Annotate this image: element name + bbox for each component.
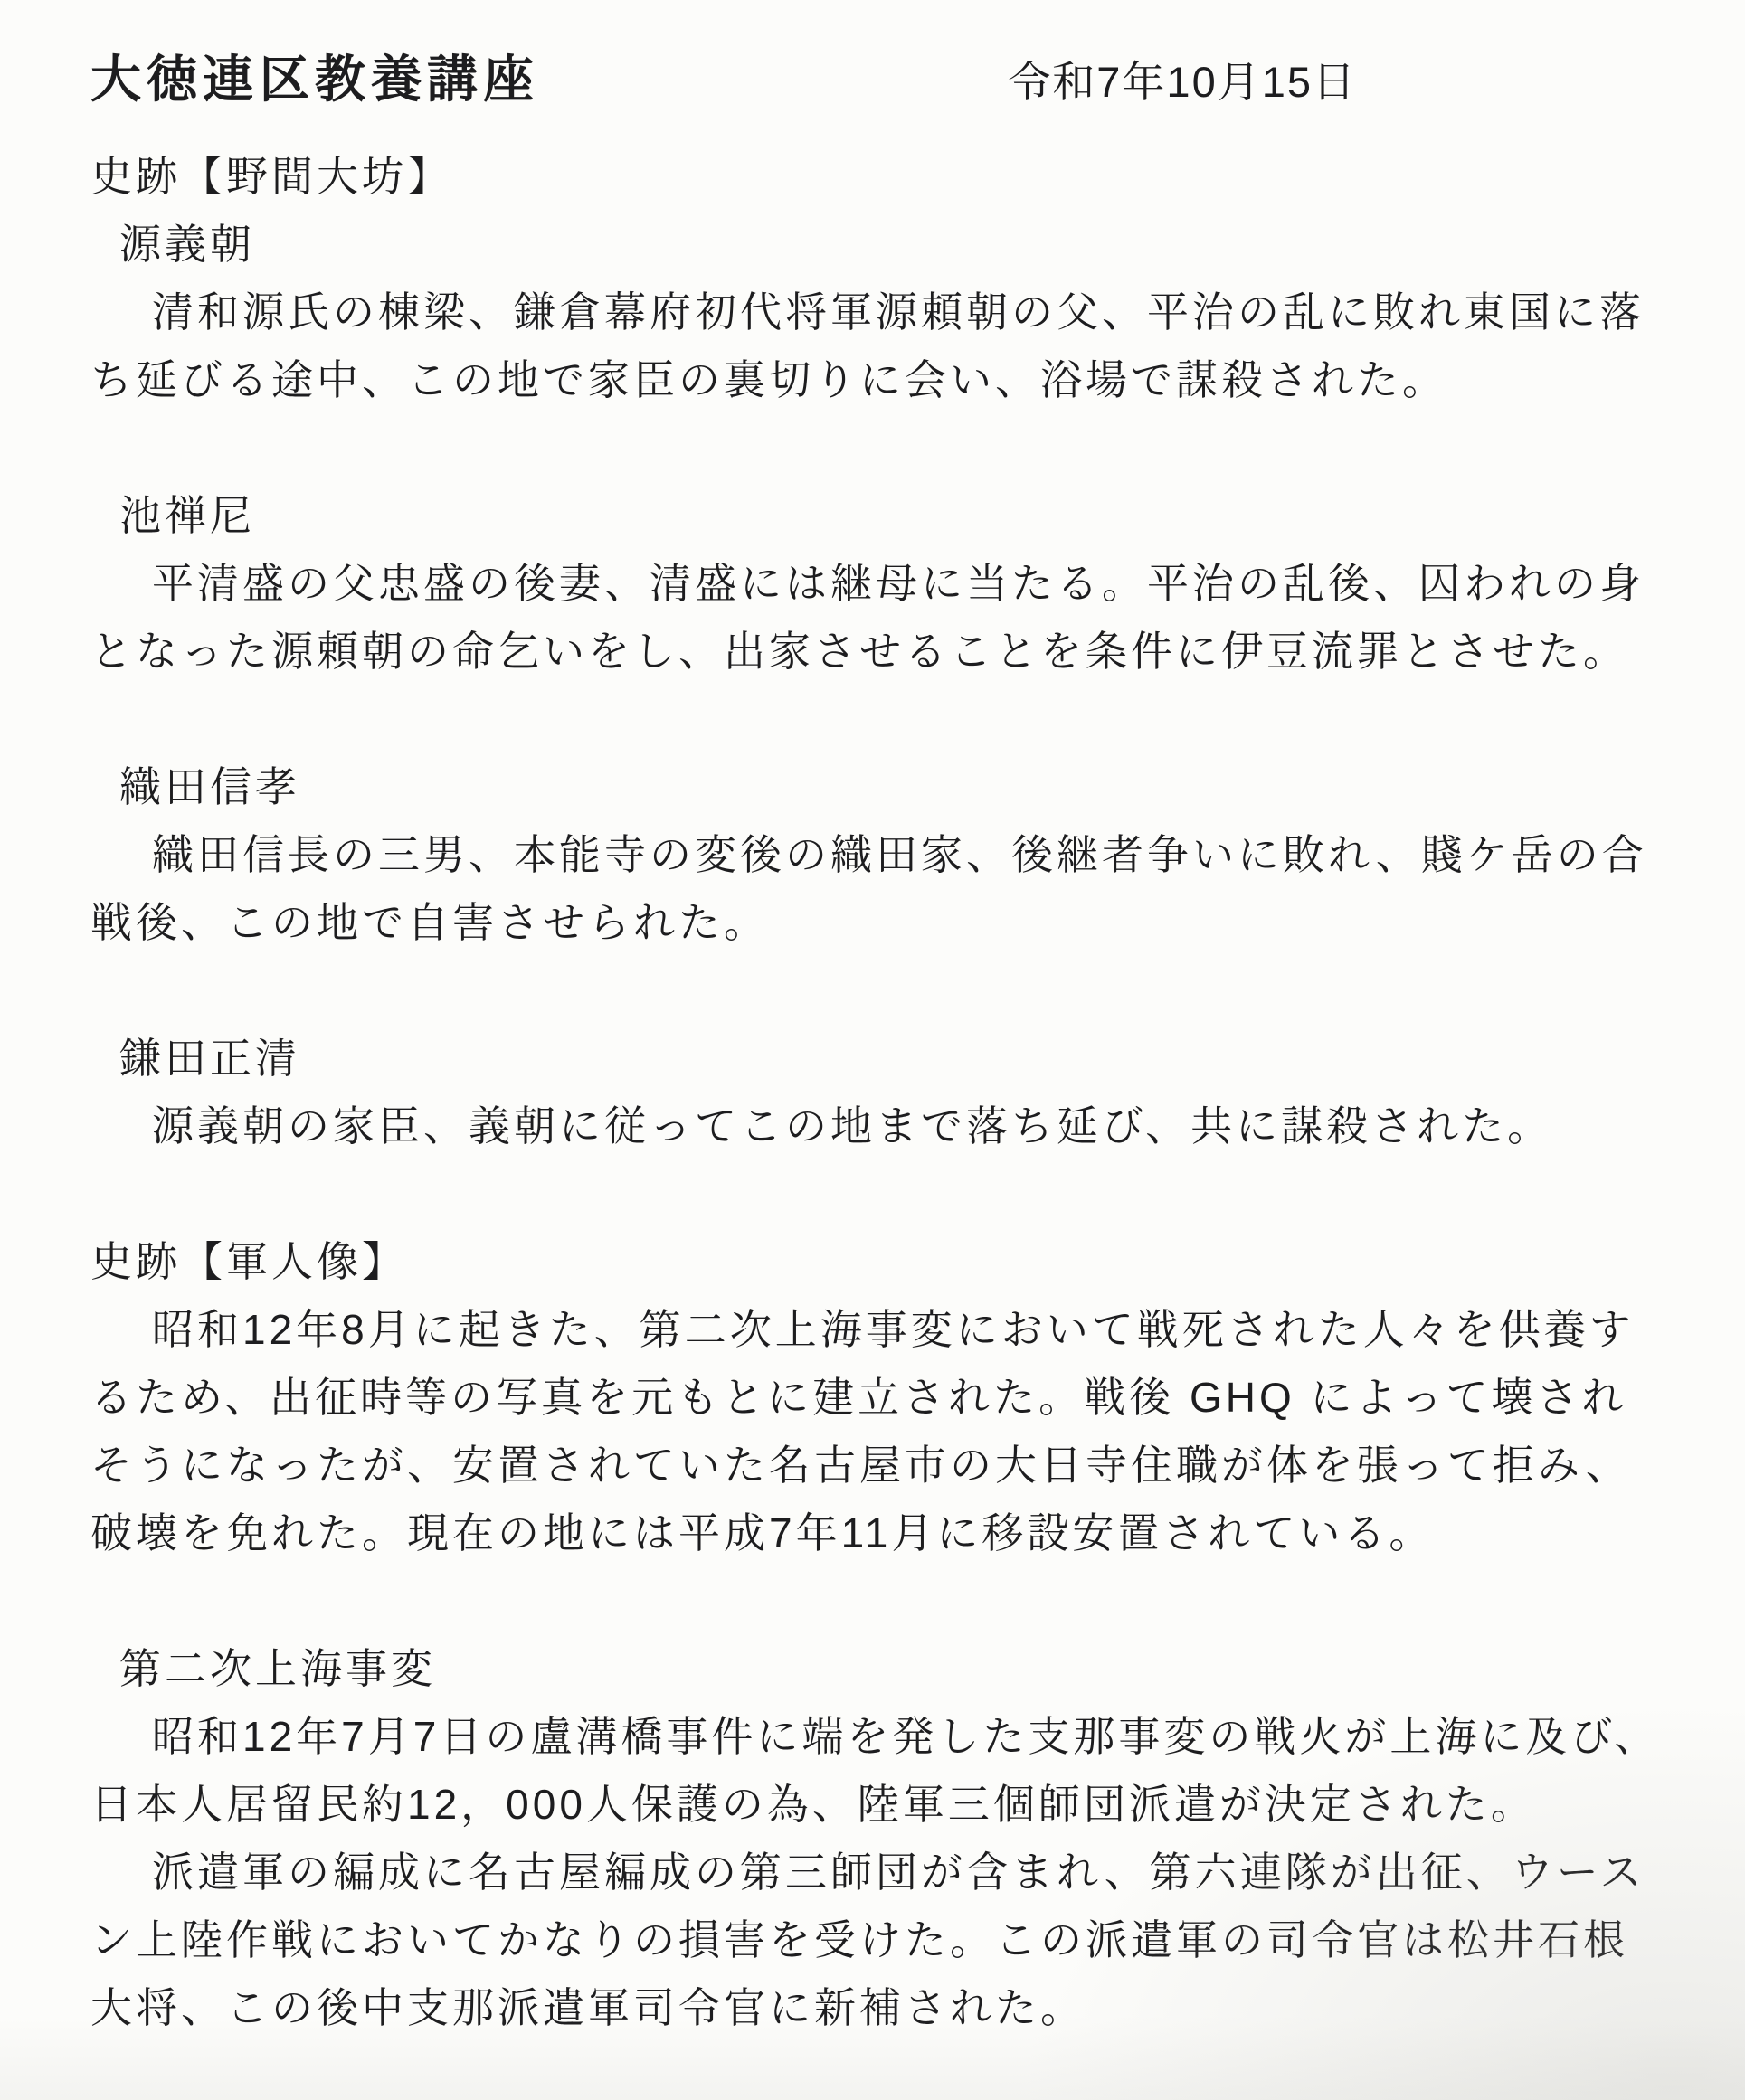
- entry-subheading-ikezenni: 池禅尼: [119, 492, 255, 539]
- entry-ikezenni: [90, 482, 1669, 686]
- entry-oda-nobutaka: [90, 753, 1669, 957]
- entry-kamata-masakiyo: [90, 1025, 1669, 1160]
- document-header: [90, 45, 1669, 116]
- entry-subheading-minamoto-yoshitomo: 源義朝: [119, 221, 255, 268]
- entry-paragraph: 派遣軍の編成に名古屋編成の第三師団が含まれ、第六連隊が出征、ウースン上陸作戦においてかなりの損害を受けた。この派遣軍の司令官は松井石根大将、この後中支那派遣軍司令官に新補された。: [90, 1849, 1645, 2031]
- entry-paragraph: 織田信長の三男、本能寺の変後の織田家、後継者争いに敗れ、賤ケ岳の合戦後、この地で自害させられた。: [90, 831, 1647, 946]
- entry-minamoto-yoshitomo: [90, 211, 1669, 414]
- entry-paragraph: 清和源氏の棟梁、鎌倉幕府初代将軍源頼朝の父、平治の乱に敗れ東国に落ち延びる途中、この地で家臣の裏切りに会い、浴場で謀殺された。: [90, 289, 1645, 403]
- entry-subheading-oda-nobutaka: 織田信孝: [119, 763, 300, 810]
- entry-shanghai-incident: [90, 1635, 1669, 2042]
- entry-paragraph: 平清盛の父忠盛の後妻、清盛には継母に当たる。平治の乱後、囚われの身となった源頼朝の命乞いをし、出家させることを条件に伊豆流罪とさせた。: [90, 560, 1645, 675]
- section-gunjinzo: [90, 1228, 1669, 2042]
- entry-paragraph: 源義朝の家臣、義朝に従ってこの地まで落ち延び、共に謀殺された。: [152, 1102, 1553, 1149]
- document-date: 令和7年10月15日: [1008, 58, 1357, 106]
- entry-subheading-shanghai-incident: 第二次上海事変: [119, 1645, 436, 1692]
- entry-paragraph: 昭和12年7月7日の盧溝橋事件に端を発した支那事変の戦火が上海に及び、日本人居留民約12，000人保護の為、陸軍三個師団派遣が決定された。: [90, 1713, 1660, 1828]
- section-heading-gunjinzo: 史跡【軍人像】: [90, 1238, 407, 1285]
- section-heading-noma-daibo: 史跡【野間大坊】: [90, 153, 452, 200]
- section-intro-paragraph: 昭和12年8月に起きた、第二次上海事変において戦死された人々を供養するため、出征時等の写真を元もとに建立された。戦後 GHQ によって壊されそうになったが、安置されていた名古屋市の大日寺住職が体を張って拒み、破壊を免れた。現在の地には平成7年11月に移設安置されている。: [90, 1306, 1635, 1556]
- entry-subheading-kamata-masakiyo: 鎌田正清: [119, 1035, 300, 1082]
- document-title: 大徳連区教養講座: [90, 51, 539, 108]
- section-noma-daibo: [90, 143, 1669, 1160]
